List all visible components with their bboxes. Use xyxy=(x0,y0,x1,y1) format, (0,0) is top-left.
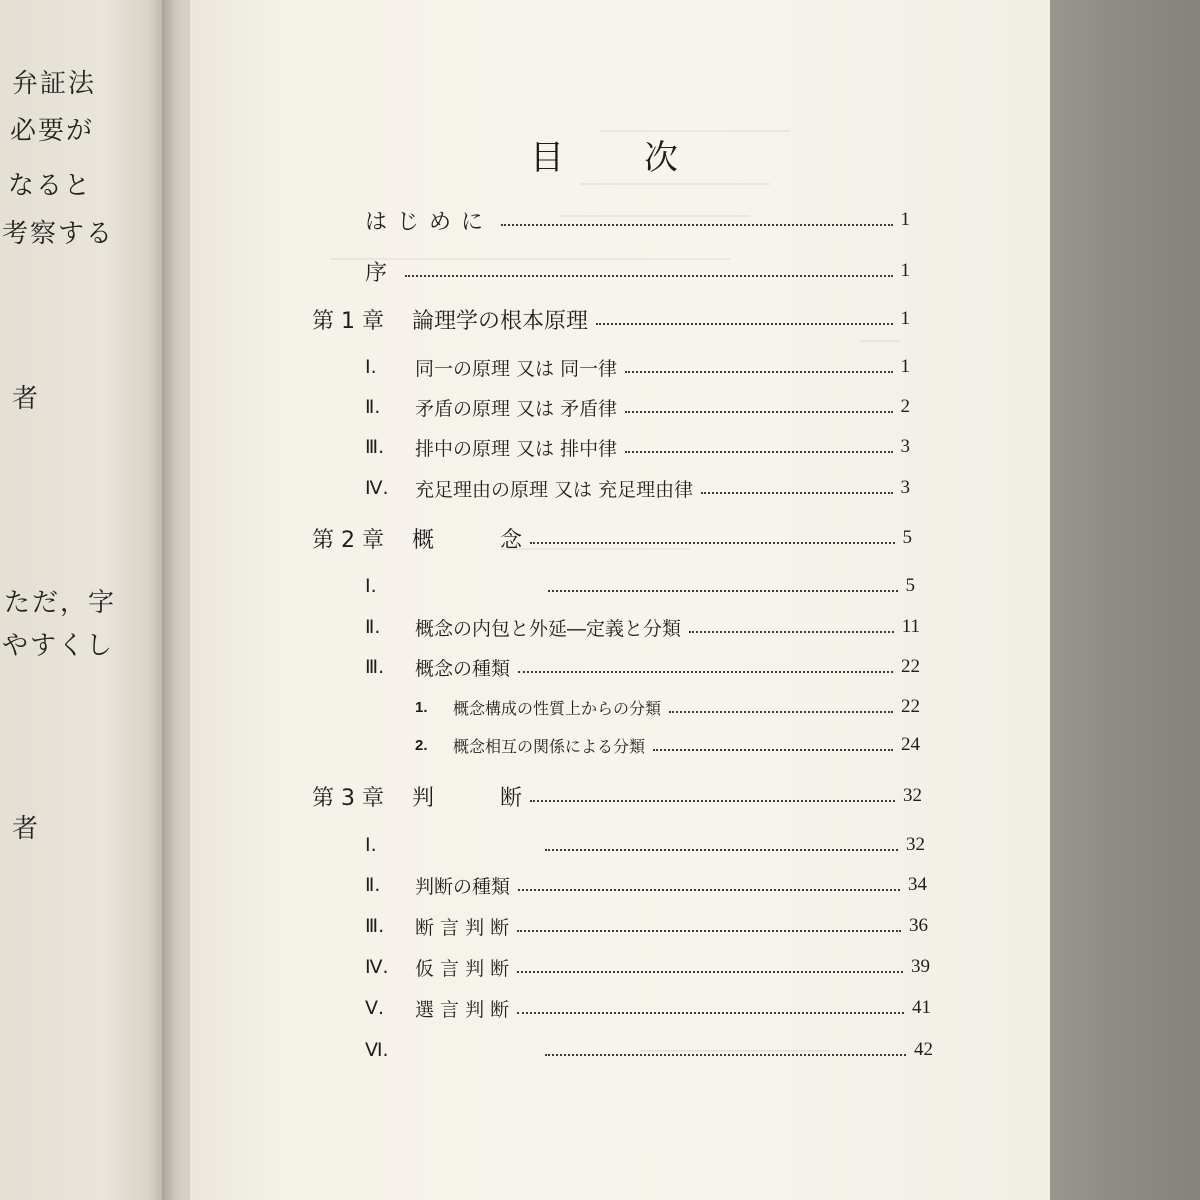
toc-page-number: 22 xyxy=(901,656,920,677)
toc-page-number: 32 xyxy=(906,834,925,855)
toc-section xyxy=(365,352,910,382)
leader-dots xyxy=(701,492,892,494)
leader-dots xyxy=(517,930,901,932)
leader-dots xyxy=(653,749,893,751)
toc-page-number: 5 xyxy=(902,527,912,548)
toc-page-number: 1 xyxy=(900,356,910,377)
toc-section xyxy=(365,473,910,503)
toc-section xyxy=(365,571,915,601)
left-page-line: 考察する xyxy=(2,219,115,249)
left-page-line: なると xyxy=(8,171,93,201)
toc-page-number: 32 xyxy=(903,785,922,806)
toc-section xyxy=(365,830,925,860)
toc-page-number: 3 xyxy=(900,436,910,457)
left-page-line: やすくし xyxy=(2,631,115,661)
chapter-number: 第 3 章 xyxy=(312,785,384,811)
toc-subsection xyxy=(415,730,920,760)
leader-dots xyxy=(669,711,893,713)
section-title: 選 言 判 断 xyxy=(415,998,510,1021)
leader-dots xyxy=(518,671,893,673)
show-through xyxy=(860,340,900,342)
toc-page-number: 2 xyxy=(900,396,910,417)
left-page-line: 者 xyxy=(12,814,41,844)
section-title: 矛盾の原理 又は 矛盾律 xyxy=(415,397,618,420)
toc-page-number: 1 xyxy=(900,308,910,329)
toc-section xyxy=(365,911,928,941)
toc-section xyxy=(365,612,920,642)
left-page-line: ただ，字 xyxy=(4,588,117,618)
toc-page-number: 24 xyxy=(901,734,920,755)
section-numeral: Ⅵ. xyxy=(365,1039,389,1061)
toc-chapter xyxy=(312,523,912,553)
section-title: 仮 言 判 断 xyxy=(415,957,510,980)
toc-page-number: 11 xyxy=(901,616,920,637)
toc-entry xyxy=(365,205,910,235)
toc-page-number: 22 xyxy=(901,696,920,717)
chapter-title: 概 念 xyxy=(412,527,523,553)
leader-dots xyxy=(625,371,892,373)
section-numeral: Ⅰ. xyxy=(365,356,377,378)
toc-page-number: 1 xyxy=(900,260,910,281)
leader-dots xyxy=(405,275,892,277)
section-numeral: Ⅳ. xyxy=(365,477,389,499)
section-numeral: Ⅳ. xyxy=(365,956,389,978)
section-title: 同一の原理 又は 同一律 xyxy=(415,357,618,380)
section-title: 排中の原理 又は 排中律 xyxy=(415,437,618,460)
left-page-line: 弁証法 xyxy=(12,69,97,99)
leader-dots xyxy=(518,889,900,891)
leader-dots xyxy=(625,451,892,453)
section-title: 概念の内包と外延―定義と分類 xyxy=(415,617,682,640)
toc-section xyxy=(365,952,930,982)
toc-entry-label: 序 xyxy=(365,260,398,286)
toc-section xyxy=(365,652,920,682)
toc-page-number: 5 xyxy=(905,575,915,596)
chapter-number: 第 1 章 xyxy=(312,308,384,334)
section-numeral: Ⅰ. xyxy=(365,834,377,856)
section-numeral: Ⅰ. xyxy=(365,575,377,597)
left-page-line: 必要が xyxy=(10,116,95,146)
leader-dots xyxy=(530,542,894,544)
toc-section xyxy=(365,1035,933,1065)
page-edge-shadow xyxy=(1050,0,1200,1200)
left-page-line: 者 xyxy=(12,384,41,414)
chapter-title: 論理学の根本原理 xyxy=(412,308,589,334)
toc-section xyxy=(365,993,931,1023)
toc-entry xyxy=(365,256,910,286)
toc-page-number: 39 xyxy=(911,956,930,977)
section-numeral: Ⅱ. xyxy=(365,874,381,896)
leader-dots xyxy=(689,631,894,633)
section-numeral: Ⅲ. xyxy=(365,436,385,458)
leader-dots xyxy=(517,1012,904,1014)
subsection-title: 概念相互の関係による分類 xyxy=(453,736,646,756)
subsection-numeral: 2. xyxy=(415,736,428,754)
chapter-title: 判 断 xyxy=(412,785,523,811)
chapter-number: 第 2 章 xyxy=(312,527,384,553)
section-numeral: Ⅲ. xyxy=(365,656,385,678)
section-numeral: Ⅲ. xyxy=(365,915,385,937)
section-numeral: Ⅱ. xyxy=(365,616,381,638)
section-numeral: Ⅱ. xyxy=(365,396,381,418)
toc-page-number: 36 xyxy=(909,915,928,936)
toc-page-number: 42 xyxy=(914,1039,933,1060)
subsection-numeral: 1. xyxy=(415,698,428,716)
leader-dots xyxy=(517,971,903,973)
leader-dots xyxy=(545,849,898,851)
leader-dots xyxy=(501,224,892,226)
show-through xyxy=(580,183,770,185)
toc-page-number: 1 xyxy=(900,209,910,230)
toc-subsection xyxy=(415,692,920,722)
leader-dots xyxy=(548,590,898,592)
toc-entry-label: はじめに xyxy=(365,209,494,235)
section-numeral: Ⅴ. xyxy=(365,997,385,1019)
leader-dots xyxy=(530,800,895,802)
section-title: 概念の種類 xyxy=(415,657,511,680)
section-title: 充足理由の原理 又は 充足理由律 xyxy=(415,478,694,501)
leader-dots xyxy=(545,1054,906,1056)
toc-page-number: 3 xyxy=(900,477,910,498)
toc-title: 目次 xyxy=(530,138,758,178)
section-title: 断 言 判 断 xyxy=(415,916,510,939)
leader-dots xyxy=(596,323,892,325)
toc-page-number: 41 xyxy=(912,997,931,1018)
toc-section xyxy=(365,392,910,422)
toc-section xyxy=(365,432,910,462)
leader-dots xyxy=(625,411,892,413)
toc-section xyxy=(365,870,927,900)
section-title: 判断の種類 xyxy=(415,875,511,898)
toc-chapter xyxy=(312,781,922,811)
subsection-title: 概念構成の性質上からの分類 xyxy=(453,698,662,718)
toc-chapter xyxy=(312,304,910,334)
toc-page-number: 34 xyxy=(908,874,927,895)
